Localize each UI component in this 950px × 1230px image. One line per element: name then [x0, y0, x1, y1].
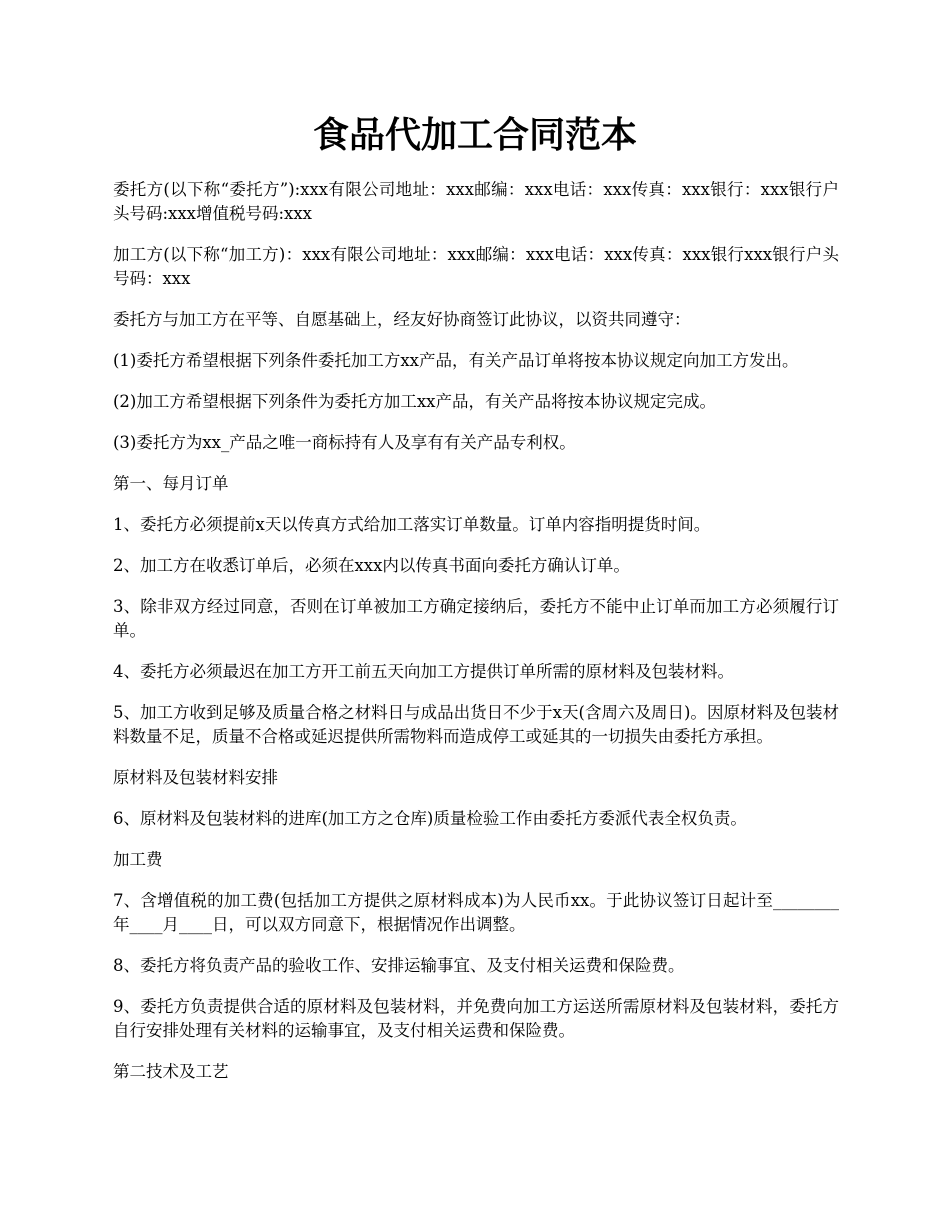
clause-7: 7、含增值税的加工费(包括加工方提供之原材料成本)为人民币xx。于此协议签订日起计至________年____月____日，可以双方同意下，根据情况作出调整。 — [113, 891, 839, 934]
clause-8: 8、委托方将负责产品的验收工作、安排运输事宜、及支付相关运费和保险费。 — [113, 956, 685, 975]
recital-3: (3)委托方为xx_产品之唯一商标持有人及享有有关产品专利权。 — [113, 433, 576, 452]
clause-2: 2、加工方在收悉订单后，必须在xxx内以传真书面向委托方确认订单。 — [113, 556, 630, 575]
party-a-info: 委托方(以下称“委托方”):xxx有限公司地址：xxx邮编：xxx电话：xxx传真：xxx银行：xxx银行户头号码:xxx增值税号码:xxx — [113, 180, 839, 223]
section-heading-materials: 原材料及包装材料安排 — [113, 768, 278, 787]
clause-5: 5、加工方收到足够及质量合格之材料日与成品出货日不少于x天(含周六及周日)。因原材料及包装材料数量不足，质量不合格或延迟提供所需物料而造成停工或延其的一切损失由委托方承担。 — [113, 703, 839, 746]
clause-4: 4、委托方必须最迟在加工方开工前五天向加工方提供订单所需的原材料及包装材料。 — [113, 662, 734, 681]
section-heading-fee: 加工费 — [113, 850, 163, 869]
clause-3: 3、除非双方经过同意，否则在订单被加工方确定接纳后，委托方不能中止订单而加工方必须履行订单。 — [113, 597, 839, 640]
clause-9: 9、委托方负责提供合适的原材料及包装材料，并免费向加工方运送所需原材料及包装材料，委托方自行安排处理有关材料的运输事宜，及支付相关运费和保险费。 — [113, 997, 839, 1040]
party-b-info: 加工方(以下称“加工方)：xxx有限公司地址：xxx邮编：xxx电话：xxx传真：xxx银行xxx银行户头号码：xxx — [113, 245, 839, 288]
recital-1: (1)委托方希望根据下列条件委托加工方xx产品，有关产品订单将按本协议规定向加工方发出。 — [113, 351, 799, 370]
section-heading-orders: 第一、每月订单 — [113, 474, 229, 493]
clause-1: 1、委托方必须提前x天以传真方式给加工落实订单数量。订单内容指明提货时间。 — [113, 515, 711, 534]
document-body — [113, 178, 839, 1101]
recital-2: (2)加工方希望根据下列条件为委托方加工xx产品，有关产品将按本协议规定完成。 — [113, 392, 716, 411]
preamble: 委托方与加工方在平等、自愿基础上，经友好协商签订此协议，以资共同遵守： — [113, 310, 691, 329]
section-heading-technology: 第二技术及工艺 — [113, 1062, 229, 1081]
document-title: 食品代加工合同范本 — [312, 115, 637, 156]
clause-6: 6、原材料及包装材料的进库(加工方之仓库)质量检验工作由委托方委派代表全权负责。 — [113, 809, 747, 828]
